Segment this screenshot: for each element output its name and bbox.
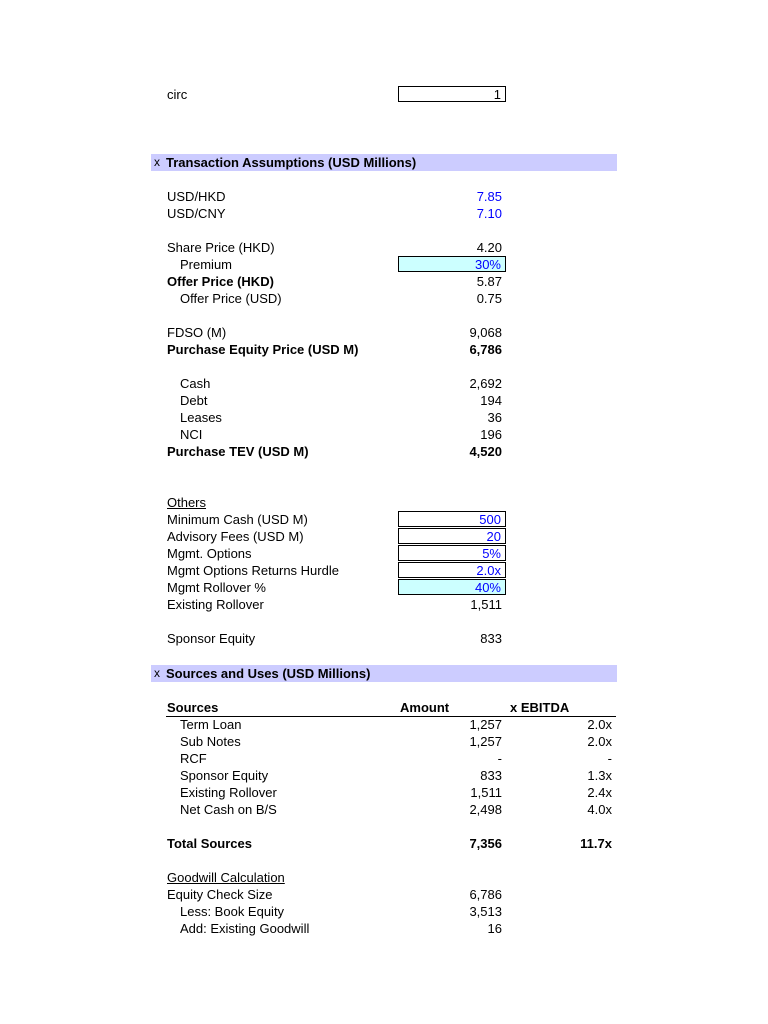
total-sources-amount: 7,356 (469, 836, 502, 851)
total-sources-multiple: 11.7x (580, 836, 612, 851)
table-row-label: Net Cash on B/S (180, 802, 277, 817)
book-equity-label: Less: Book Equity (180, 904, 285, 919)
nci-value: 196 (480, 427, 502, 442)
nci-label: NCI (180, 427, 203, 442)
min-cash-label: Minimum Cash (USD M) (167, 512, 308, 527)
share-price-value: 4.20 (476, 240, 502, 255)
transaction-section-header (151, 154, 617, 171)
advisory-fees-input-cell[interactable]: 20 (398, 528, 506, 544)
table-row-amount: 833 (480, 768, 502, 783)
mgmt-hurdle-input-cell[interactable]: 2.0x (398, 562, 506, 578)
offer-price-usd-label: Offer Price (USD) (180, 291, 282, 306)
table-row-amount: 1,257 (469, 717, 502, 732)
table-row-multiple: 4.0x (587, 802, 612, 817)
usd-cny-value[interactable]: 7.10 (476, 206, 502, 221)
table-row-amount: 1,511 (470, 785, 502, 800)
goodwill-heading: Goodwill Calculation (167, 870, 285, 885)
leases-label: Leases (180, 410, 222, 425)
premium-label: Premium (180, 257, 233, 272)
advisory-fees-label: Advisory Fees (USD M) (167, 529, 304, 544)
table-row-multiple: - (607, 751, 612, 766)
existing-rollover-label: Existing Rollover (167, 597, 264, 612)
mgmt-hurdle-label: Mgmt Options Returns Hurdle (167, 563, 339, 578)
table-row-multiple: 2.0x (587, 717, 612, 732)
fdso-value: 9,068 (469, 325, 502, 340)
sources-uses-section-header (151, 665, 617, 682)
premium-input-cell[interactable]: 30% (398, 256, 506, 272)
table-row-label: RCF (180, 751, 207, 766)
purchase-equity-label: Purchase Equity Price (USD M) (167, 342, 359, 357)
usd-hkd-label: USD/HKD (167, 189, 226, 204)
table-row-amount: 1,257 (469, 734, 502, 749)
min-cash-input-cell[interactable]: 500 (398, 511, 506, 527)
cash-label: Cash (180, 376, 211, 391)
section-collapse-marker[interactable]: x (154, 666, 160, 680)
usd-cny-label: USD/CNY (167, 206, 226, 221)
table-row-multiple: 1.3x (587, 768, 612, 783)
circ-label: circ (167, 87, 188, 102)
existing-goodwill-label: Add: Existing Goodwill (180, 921, 310, 936)
mgmt-options-label: Mgmt. Options (167, 546, 252, 561)
total-sources-label: Total Sources (167, 836, 253, 851)
col-header-amount: Amount (400, 700, 450, 715)
cash-value: 2,692 (469, 376, 502, 391)
existing-rollover-value: 1,511 (470, 597, 502, 612)
transaction-section-title: Transaction Assumptions (USD Millions) (166, 155, 417, 170)
section-collapse-marker[interactable]: x (154, 155, 160, 169)
existing-goodwill-value: 16 (487, 921, 502, 936)
debt-value: 194 (480, 393, 502, 408)
usd-hkd-value[interactable]: 7.85 (476, 189, 502, 204)
purchase-tev-value: 4,520 (469, 444, 502, 459)
table-row-label: Existing Rollover (180, 785, 277, 800)
mgmt-options-input-cell[interactable]: 5% (398, 545, 506, 561)
book-equity-value: 3,513 (469, 904, 502, 919)
leases-value: 36 (487, 410, 502, 425)
table-row-amount: 2,498 (469, 802, 502, 817)
table-row-multiple: 2.0x (587, 734, 612, 749)
table-row-label: Sponsor Equity (180, 768, 269, 783)
table-row-amount: - (497, 751, 502, 766)
share-price-label: Share Price (HKD) (167, 240, 275, 255)
sponsor-equity-value: 833 (480, 631, 502, 646)
fdso-label: FDSO (M) (167, 325, 227, 340)
mgmt-rollover-label: Mgmt Rollover % (167, 580, 266, 595)
offer-price-usd-value: 0.75 (476, 291, 502, 306)
sources-uses-section-title: Sources and Uses (USD Millions) (166, 666, 371, 681)
equity-check-label: Equity Check Size (167, 887, 273, 902)
equity-check-value: 6,786 (469, 887, 502, 902)
table-row-multiple: 2.4x (587, 785, 612, 800)
offer-price-hkd-value: 5.87 (476, 274, 502, 289)
col-header-sources: Sources (167, 700, 219, 715)
table-row-label: Term Loan (180, 717, 242, 732)
mgmt-rollover-input-cell[interactable]: 40% (398, 579, 506, 595)
circ-input-cell[interactable]: 1 (398, 86, 506, 102)
purchase-equity-value: 6,786 (469, 342, 502, 357)
others-heading: Others (167, 495, 207, 510)
purchase-tev-label: Purchase TEV (USD M) (167, 444, 309, 459)
table-row-label: Sub Notes (180, 734, 241, 749)
offer-price-hkd-label: Offer Price (HKD) (167, 274, 274, 289)
col-header-ebitda: x EBITDA (510, 700, 570, 715)
sponsor-equity-label: Sponsor Equity (167, 631, 256, 646)
debt-label: Debt (180, 393, 208, 408)
